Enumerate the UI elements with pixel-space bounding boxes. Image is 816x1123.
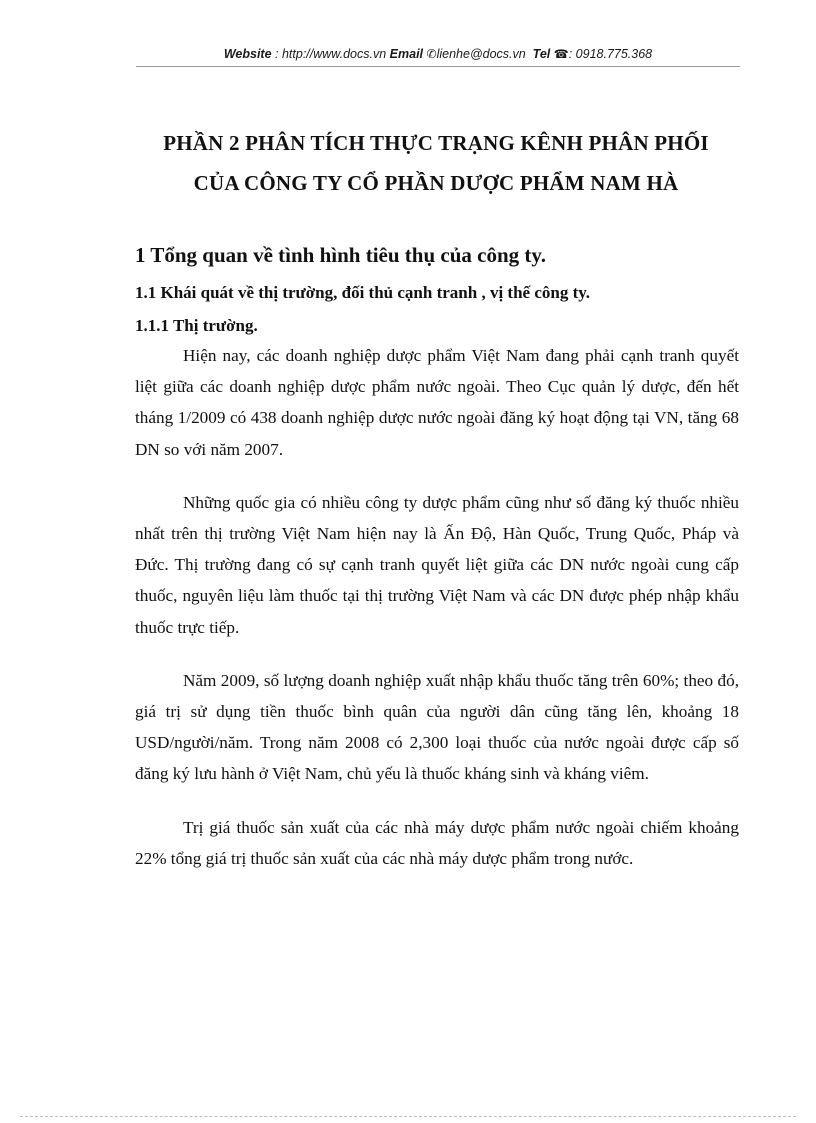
- tel-number: : 0918.775.368: [568, 47, 653, 61]
- paragraph: [135, 487, 739, 643]
- document-title-line-1: PHẦN 2 PHÂN TÍCH THỰC TRẠNG KÊNH PHÂN PHỐI: [163, 131, 709, 155]
- paragraph-text: Hiện nay, các doanh nghiệp dược phẩm Việt Nam đang phải cạnh tranh quyết liệt giữa các doanh nghiệp dược phẩm nước ngoài. Theo Cục quản lý dược, đến hết tháng 1/2009 có 438 doanh nghiệp dược nước ngoài đăng ký hoạt động tại VN, tăng 68 DN so với năm 2007.: [135, 346, 739, 459]
- mail-icon: ✆: [426, 47, 437, 61]
- paragraph: [135, 812, 739, 874]
- website-url[interactable]: http://www.docs.vn: [281, 47, 387, 61]
- paragraph-text: Những quốc gia có nhiều công ty dược phẩm cũng như số đăng ký thuốc nhiều nhất trên thị trường Việt Nam hiện nay là Ấn Độ, Hàn Quốc, Trung Quốc, Pháp và Đức. Thị trường đang có sự cạnh tranh quyết liệt giữa các DN nước ngoài cung cấp thuốc, nguyên liệu làm thuốc tại thị trường Việt Nam và các DN được phép nhập khẩu thuốc trực tiếp.: [135, 492, 739, 637]
- phone-icon: ☎: [553, 47, 569, 61]
- website-separator: :: [271, 47, 282, 61]
- document-title-line-2: CỦA CÔNG TY CỔ PHẦN DƯỢC PHẨM NAM HÀ: [193, 171, 679, 195]
- paragraph: [135, 665, 739, 790]
- page-header: [136, 47, 740, 67]
- paragraph: [135, 340, 739, 465]
- email-address[interactable]: lienhe@docs.vn: [436, 47, 526, 61]
- section-heading-1-1-1: 1.1.1 Thị trường.: [135, 316, 258, 335]
- section-heading-1-1: 1.1 Khái quát về thị trường, đối thủ cạnh tranh , vị thế công ty.: [135, 283, 591, 302]
- website-label: Website: [223, 47, 272, 61]
- paragraph-text: Trị giá thuốc sản xuất của các nhà máy dược phẩm nước ngoài chiếm khoảng 22% tổng giá trị thuốc sản xuất của các nhà máy dược phẩm trong nước.: [135, 817, 739, 868]
- footer-divider: [20, 1116, 796, 1117]
- paragraph-text: Năm 2009, số lượng doanh nghiệp xuất nhập khẩu thuốc tăng trên 60%; theo đó, giá trị sử dụng tiền thuốc bình quân của người dân cũng tăng lên, khoảng 18 USD/người/năm. Trong năm 2008 có 2,300 loại thuốc của nước ngoài được cấp số đăng ký lưu hành ở Việt Nam, chủ yếu là thuốc kháng sinh và kháng viêm.: [135, 670, 739, 784]
- body-text-block: [135, 340, 739, 874]
- header-divider: [136, 66, 740, 67]
- tel-label: Tel: [532, 47, 551, 61]
- email-label: Email: [389, 47, 424, 61]
- section-heading-1: 1 Tổng quan về tình hình tiêu thụ của công ty.: [135, 243, 546, 267]
